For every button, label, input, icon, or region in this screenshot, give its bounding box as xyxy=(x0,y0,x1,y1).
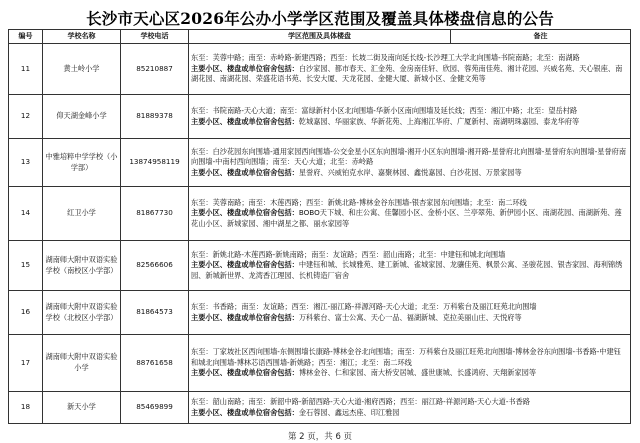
row-number: 18 xyxy=(9,392,43,424)
school-name: 黄土岭小学 xyxy=(43,44,121,95)
district-scope xyxy=(189,187,631,241)
table-row xyxy=(9,187,631,241)
table-row xyxy=(9,392,631,424)
school-name: 新天小学 xyxy=(43,392,121,424)
row-number: 11 xyxy=(9,44,43,95)
district-scope xyxy=(189,95,631,139)
page-title: 长沙市天心区2026年公办小学学区范围及覆盖具体楼盘信息的公告 xyxy=(86,9,554,28)
row-number: 12 xyxy=(9,95,43,139)
table-row xyxy=(9,335,631,392)
school-phone: 81867730 xyxy=(121,187,189,241)
school-district-table xyxy=(8,29,631,424)
communities-text: 中建钰和城、长城雅苑、建工新城、雀城家园、龙骧佳苑、枫景公寓、圣骏花园、银杏家园、海利锦绣园、新城新世界、龙湾香江理园、长机铸造厂宿舍 xyxy=(191,260,623,280)
district-scope xyxy=(189,44,631,95)
school-phone: 81864573 xyxy=(121,291,189,335)
communities-label: 主要小区、楼盘或单位宿舍包括： xyxy=(191,116,299,126)
header-remarks: 备注 xyxy=(451,30,631,44)
scope-boundary: 东至：芙蓉中路；南至：赤岭路-新建西路；西至：长坡二街及南向延长线-长沙理工大学北向围墙-书院南路；北至：南湖路 xyxy=(191,53,580,63)
scope-communities xyxy=(191,64,628,85)
communities-text: 星誉府、兴威铂克水岸、嘉聚林园、鑫悦嘉园、白沙花园、万景家园等 xyxy=(298,167,522,177)
communities-label: 主要小区、楼盘或单位宿舍包括： xyxy=(191,260,299,270)
scope-boundary: 东至：韶山南路；南至：新韶中路-新韶西路-天心大道-湘府西路；西至：丽江路-祥源河路-天心大道-书香路 xyxy=(191,396,531,406)
communities-text: BOBO天下城、和庄公寓、佳馨园小区、金桥小区、兰亭翠苑、新伊园小区、南湖花园、南湖新苑、莲花山小区、新城家园、湘中湖星之都、丽水家园等 xyxy=(191,208,622,228)
row-number: 17 xyxy=(9,335,43,392)
scope-communities xyxy=(191,168,628,179)
school-name: 湖南师大附中双语实验小学 xyxy=(43,335,121,392)
table-row xyxy=(9,44,631,95)
school-name: 仰天湖金峰小学 xyxy=(43,95,121,139)
communities-text: 乾城嘉园、华丽家族、华新花苑、上海湘江华府、广厦新村、南湖明珠嘉园、泰龙华府等 xyxy=(298,116,580,126)
scope-communities xyxy=(191,408,628,419)
table-header-row xyxy=(9,30,631,44)
school-phone: 85210887 xyxy=(121,44,189,95)
school-name: 红卫小学 xyxy=(43,187,121,241)
communities-label: 主要小区、楼盘或单位宿舍包括： xyxy=(191,167,299,177)
school-name: 湖南师大附中双语实验学校（南校区小学部） xyxy=(43,241,121,291)
communities-text: 万科紫台、富士公寓、天心一品、福湖新城、克拉美丽山庄、天悦府等 xyxy=(298,312,522,322)
school-phone: 81889378 xyxy=(121,95,189,139)
communities-label: 主要小区、楼盘或单位宿舍包括： xyxy=(191,407,299,417)
communities-label: 主要小区、楼盘或单位宿舍包括： xyxy=(191,63,299,73)
header-school-name: 学校名称 xyxy=(43,30,121,44)
scope-boundary: 东至：白沙花园东向围墙-通用家园西向围墙-公交金星小区东向围墙-湘开小区东向围墙-湘开路-星誉府北向围墙-星誉府东向围墙-星誉府南向围墙-中南村西向围墙；南至：天心大道；北至：赤岭路 xyxy=(191,146,627,167)
scope-boundary: 东至：书院南路-天心大道；南至：富绿新村小区北向围墙-华新小区南向围墙及延长线；西至：湘江中路；北至：望岳村路 xyxy=(191,105,578,115)
district-scope xyxy=(189,335,631,392)
district-scope xyxy=(189,291,631,335)
page-footer: 第 2 页，共 6 页 xyxy=(287,432,353,442)
header-number: 编号 xyxy=(9,30,43,44)
school-name: 湖南师大附中双语实验学校（北校区小学部） xyxy=(43,291,121,335)
school-phone: 85469899 xyxy=(121,392,189,424)
table-row xyxy=(9,291,631,335)
scope-communities xyxy=(191,208,628,229)
scope-communities xyxy=(191,313,628,324)
communities-label: 主要小区、楼盘或单位宿舍包括： xyxy=(191,312,299,322)
row-number: 14 xyxy=(9,187,43,241)
row-number: 15 xyxy=(9,241,43,291)
scope-communities xyxy=(191,368,628,379)
scope-boundary: 东至：芙蓉南路；南至：木莲西路；西至：新姚北路-博林金谷东围墙-银杏家园东向围墙；北至：南二环线 xyxy=(191,197,527,207)
table-row xyxy=(9,139,631,187)
district-scope xyxy=(189,139,631,187)
row-number: 16 xyxy=(9,291,43,335)
school-phone: 88761658 xyxy=(121,335,189,392)
school-phone: 13874958119 xyxy=(121,139,189,187)
scope-boundary: 东至：书香路；南至：友谊路；西至：湘江-丽江路-祥源河路-天心大道；北至：万科紫台及丽江旺苑北向围墙 xyxy=(191,301,537,311)
scope-boundary: 东至：丁家坡社区西向围墙-东侧围墙长康路-博林金谷北向围墙；南至：万科紫台及丽江旺苑北向围墙-博林金谷东向围墙-书香路-中建钰和城北向围墙-博林芯语西围墙-新姚路；西至：湘江；北至：南二环线 xyxy=(191,347,621,367)
school-name: 中雅培粹中学学校（小学部） xyxy=(43,139,121,187)
communities-label: 主要小区、楼盘或单位宿舍包括： xyxy=(191,368,299,378)
communities-text: 白沙家园、都市春天、汇金苑、金房南佳轩、欣园、蓉苑南佳苑、湘计花园、兴威名苑、天心银座、南湖花园、南湖花园、荣盛花语书苑、长安大厦、天龙花园、金健大厦、新城小区、金健文苑等 xyxy=(191,63,623,84)
district-scope xyxy=(189,241,631,291)
scope-communities xyxy=(191,117,628,128)
communities-text: 金石蓉园、鑫远杰座、印江雅园 xyxy=(298,407,400,417)
header-school-phone: 学校电话 xyxy=(121,30,189,44)
district-scope xyxy=(189,392,631,424)
scope-communities xyxy=(191,260,628,281)
header-scope: 学区范围及具体楼盘 xyxy=(189,30,451,44)
school-phone: 82566606 xyxy=(121,241,189,291)
scope-boundary: 东至：新姚北路-木莲西路-新姚南路；南至：友谊路；西至：韶山南路；北至：中建钰和城北向围墙 xyxy=(191,249,506,259)
row-number: 13 xyxy=(9,139,43,187)
table-row xyxy=(9,241,631,291)
table-row xyxy=(9,95,631,139)
communities-label: 主要小区、楼盘或单位宿舍包括： xyxy=(191,208,299,218)
communities-text: 博林金谷、仁和家园、南大桥安居城、盛世康城、长盛鸿府、天翔新家园等 xyxy=(298,368,537,378)
